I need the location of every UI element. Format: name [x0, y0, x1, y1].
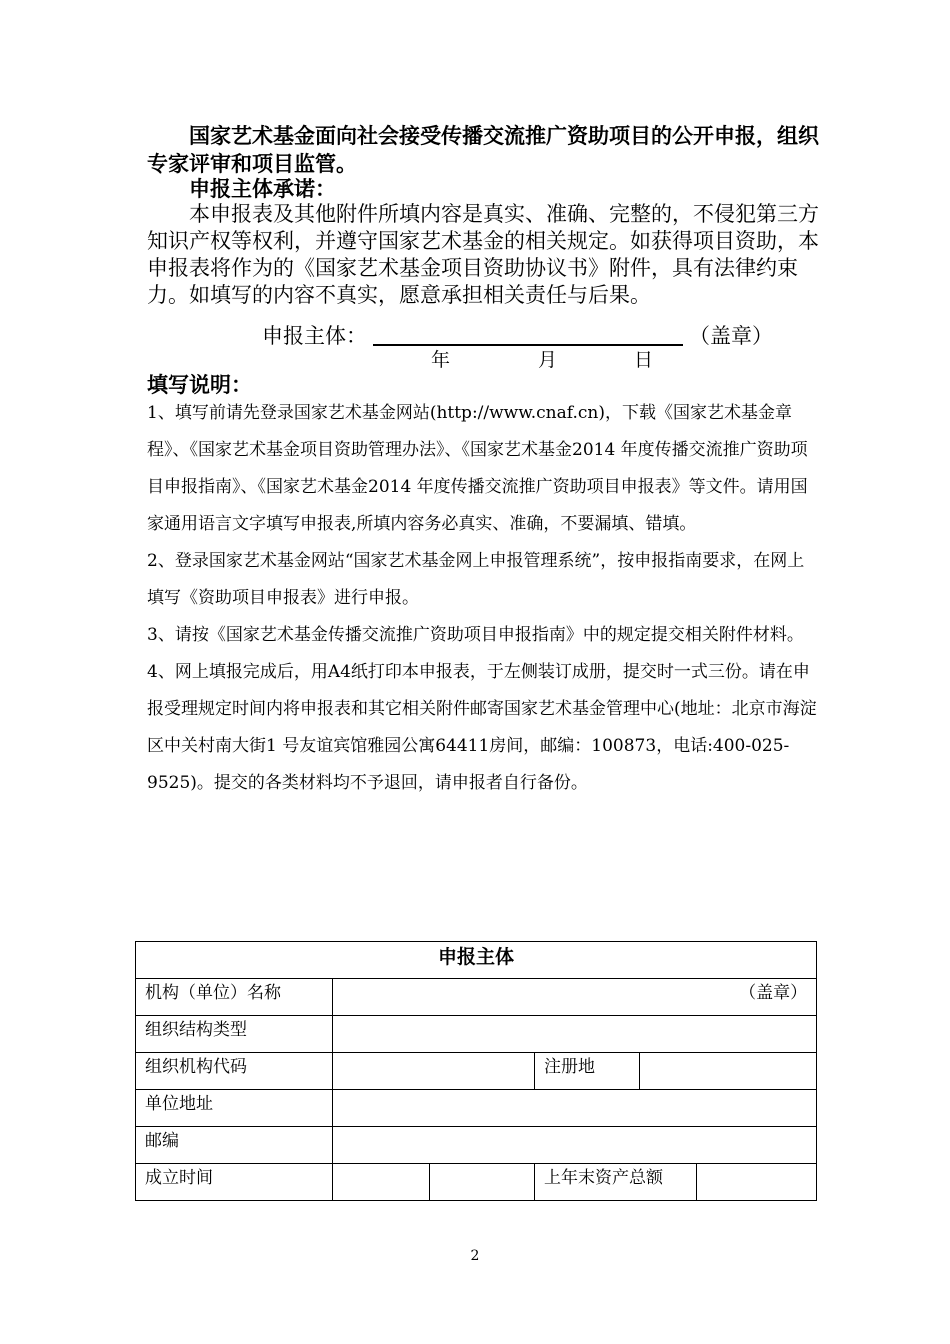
- org-code-label: 组织机构代码: [136, 1053, 333, 1090]
- guide-list: [147, 395, 819, 802]
- date-month: 月: [538, 349, 558, 371]
- founded-cell[interactable]: [333, 1164, 430, 1201]
- founded-cell-2[interactable]: [430, 1164, 535, 1201]
- reg-place-cell[interactable]: [640, 1053, 817, 1090]
- reg-place-label: 注册地: [535, 1053, 640, 1090]
- guide-title: 填写说明：: [147, 372, 252, 397]
- signer-label: 申报主体：: [262, 324, 367, 348]
- org-code-cell[interactable]: [333, 1053, 535, 1090]
- signer-seal: （盖章）: [689, 324, 773, 348]
- postcode-cell[interactable]: [333, 1127, 817, 1164]
- assets-label: 上年末资产总额: [535, 1164, 697, 1201]
- org-name-label: 机构（单位）名称: [136, 979, 333, 1016]
- signer-row: [262, 322, 773, 350]
- guide-item: 4、网上填报完成后，用A4纸打印本申报表，于左侧装订成册，提交时一式三份。请在申报受理规定时间内将申报表和其它相关附件邮寄国家艺术基金管理中心(地址：北京市海淀区中关村南大街1 号友谊宾馆雅园公寓64411房间，邮编：100873，电话:400-025-9525)。提交的各类材料均不予退回，请申报者自行备份。: [147, 662, 817, 793]
- signature-line[interactable]: [373, 322, 683, 346]
- promise-paragraph: 本申报表及其他附件所填内容是真实、准确、完整的，不侵犯第三方知识产权等权利，并遵守国家艺术基金的相关规定。如获得项目资助，本申报表将作为的《国家艺术基金项目资助协议书》附件，具有法律约束力。如填写的内容不真实，愿意承担相关责任与后果。: [147, 202, 819, 307]
- guide-item: 3、请按《国家艺术基金传播交流推广资助项目申报指南》中的规定提交相关附件材料。: [147, 625, 804, 645]
- org-type-cell[interactable]: [333, 1016, 817, 1053]
- guide-item: 2、登录国家艺术基金网站“国家艺术基金网上申报管理系统”，按申报指南要求，在网上填写《资助项目申报表》进行申报。: [147, 551, 805, 608]
- founded-label: 成立时间: [136, 1164, 333, 1201]
- org-name-cell[interactable]: [333, 979, 817, 1016]
- org-type-label: 组织结构类型: [136, 1016, 333, 1053]
- assets-cell[interactable]: [697, 1164, 817, 1201]
- postcode-label: 邮编: [136, 1127, 333, 1164]
- org-seal-note: （盖章）: [739, 983, 808, 1003]
- guide-item: 1、填写前请先登录国家艺术基金网站(http://www.cnaf.cn)，下载《国家艺术基金章程》、《国家艺术基金项目资助管理办法》、《国家艺术基金2014 年度传播交流推广资助项目申报指南》、《国家艺术基金2014 年度传播交流推广资助项目申报表》等文件。请用国家通用语言文字填写申报表,所填内容务必真实、准确，不要漏填、错填。: [147, 403, 808, 534]
- applicant-form-table: [135, 941, 817, 1201]
- date-day: 日: [634, 349, 654, 371]
- address-label: 单位地址: [136, 1090, 333, 1127]
- form-title: 申报主体: [136, 942, 817, 979]
- address-cell[interactable]: [333, 1090, 817, 1127]
- promise-title: 申报主体承诺：: [189, 176, 336, 201]
- intro-paragraph: 国家艺术基金面向社会接受传播交流推广资助项目的公开申报，组织专家评审和项目监管。: [147, 123, 819, 176]
- date-year: 年: [431, 349, 451, 371]
- page-number: 2: [470, 1248, 480, 1264]
